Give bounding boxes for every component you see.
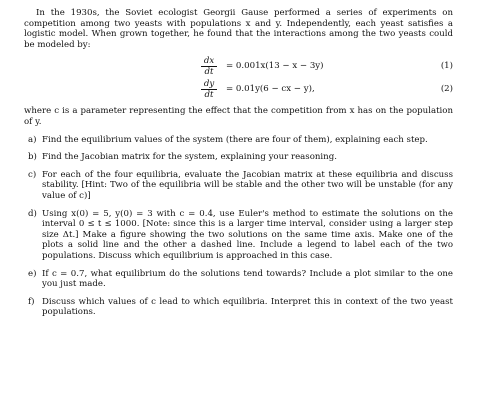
question-item	[24, 170, 453, 202]
question-text: Discuss which values of c lead to which equilibria. Interpret this in context of the two yeast populations.	[42, 296, 453, 318]
question-item	[24, 269, 453, 290]
equation-block	[24, 56, 453, 102]
question-label: e)	[28, 268, 37, 279]
fraction-denominator: dt	[204, 67, 214, 78]
equation-number: (2)	[440, 84, 453, 95]
equation-row	[24, 56, 453, 78]
question-item	[24, 297, 453, 318]
question-label: f)	[28, 296, 35, 307]
question-item	[24, 135, 453, 146]
equation-rhs: = 0.001x(13 − x − 3y)	[226, 61, 324, 72]
derivative-fraction	[200, 56, 218, 77]
question-label: b)	[28, 152, 37, 163]
question-text: For each of the four equilibria, evaluate the Jacobian matrix at these equilibria and discuss stability. [Hint: Two of the equilibria will be stable and the other two will be unstable (for any value of c)]	[42, 169, 453, 201]
question-text: Find the Jacobian matrix for the system, explaining your reasoning.	[42, 152, 337, 163]
question-item	[24, 209, 453, 262]
question-label: a)	[28, 134, 37, 145]
fraction-numerator: dy	[203, 79, 215, 90]
derivative-fraction	[200, 79, 218, 100]
question-label: d)	[28, 208, 37, 219]
equation-row	[24, 79, 453, 101]
question-text: If c = 0.7, what equilibrium do the solutions tend towards? Include a plot similar to the one you just made.	[42, 268, 453, 290]
intro-paragraph: In the 1930s, the Soviet ecologist Georgii Gause performed a series of experiments on competition among two yeasts with populations x and y. Independently, each yeast satisfies a logistic model. When grown together, he found that the interactions among the two yeasts could be modeled by:	[24, 8, 453, 50]
parameter-description: where c is a parameter representing the effect that the competition from x has on the population of y.	[24, 106, 453, 127]
question-text: Find the equilibrium values of the system (there are four of them), explaining each step.	[42, 134, 428, 145]
question-text: Using x(0) = 5, y(0) = 3 with c = 0.4, use Euler's method to estimate the solutions on the interval 0 ≤ t ≤ 1000. [Note: since this is a larger time interval, consider using a larger step size Δt.] Make a figure showing the two solutions on the same time axis. Make one of the plots a solid line and the other a dashed line. Include a legend to label each of the two populations. Discuss which equilibrium is approached in this case.	[42, 208, 453, 261]
question-label: c)	[28, 169, 37, 180]
question-item	[24, 152, 453, 163]
equation-number: (1)	[440, 61, 453, 72]
equation-rhs: = 0.01y(6 − cx − y),	[226, 84, 315, 95]
question-list	[24, 135, 453, 318]
fraction-numerator: dx	[203, 56, 215, 67]
fraction-denominator: dt	[204, 90, 214, 101]
